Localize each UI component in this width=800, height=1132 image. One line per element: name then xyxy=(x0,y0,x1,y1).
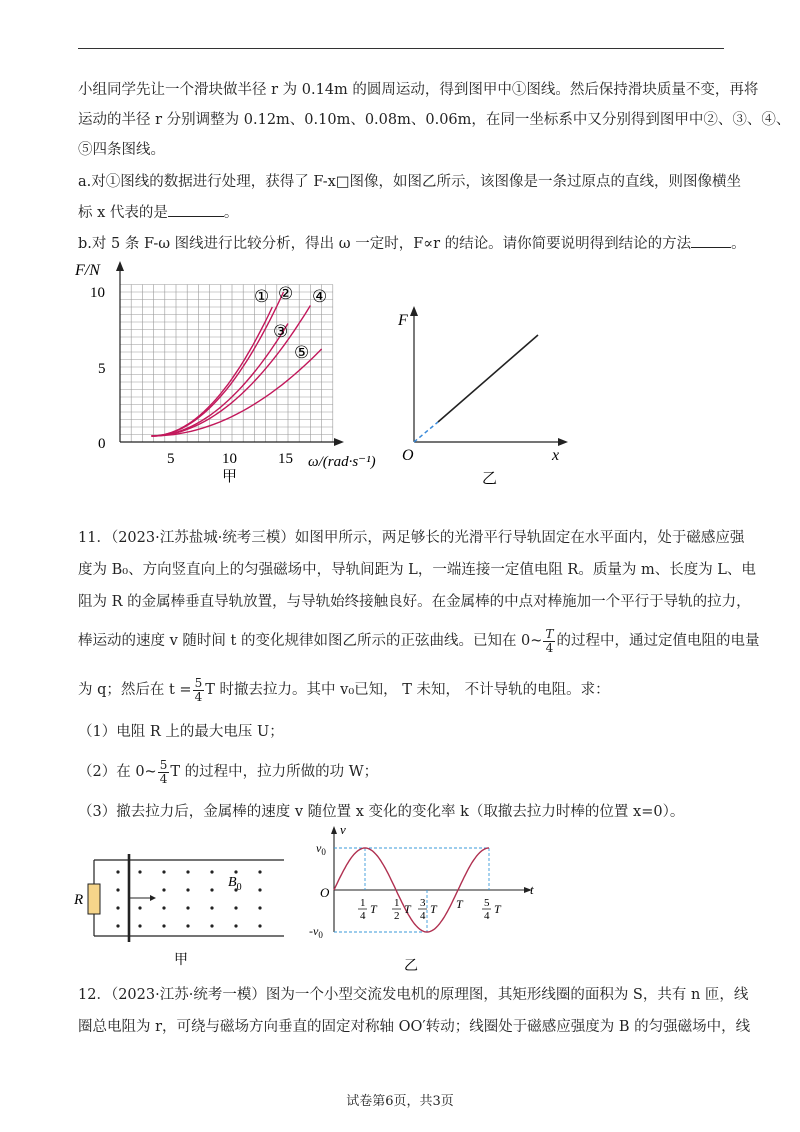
field-dot xyxy=(234,870,237,873)
field-dot xyxy=(258,906,261,909)
q11-sub2-b: T 的过程中，拉力所做的功 W； xyxy=(170,764,379,780)
x-axis-arrow xyxy=(558,438,568,446)
field-dot xyxy=(186,870,189,873)
t-axis-label: t xyxy=(530,882,534,897)
figure-yi-caption: 乙 xyxy=(482,471,498,487)
field-dot xyxy=(162,906,165,909)
field-dot xyxy=(116,906,119,909)
x-tick-10: 10 xyxy=(222,451,237,467)
field-dot xyxy=(186,906,189,909)
field-dot xyxy=(186,924,189,927)
field-dot xyxy=(258,924,261,927)
resistor xyxy=(88,884,100,914)
figure-11-jia-caption: 甲 xyxy=(174,953,188,968)
q10-part-b-text: b.对 5 条 F-ω 图线进行比较分析，得出 ω 一定时，F∝r 的结论。请你简要说明得到结论的方法 xyxy=(78,236,692,252)
field-dot xyxy=(210,924,213,927)
tick-quarter-num: 1 xyxy=(360,897,366,909)
y-axis-arrow xyxy=(116,261,124,271)
curve-label-1: ① xyxy=(254,287,270,306)
tick-half-num: 1 xyxy=(394,897,400,909)
q10-part-b xyxy=(78,233,746,254)
tick-5quarter-num: 5 xyxy=(484,897,490,909)
figure-11-yi-v-t xyxy=(300,820,550,980)
q10-part-b-end: 。 xyxy=(731,236,746,252)
curve-label-3: ③ xyxy=(273,322,289,341)
field-dot xyxy=(162,924,165,927)
page-footer: 试卷第6页，共3页 xyxy=(346,1094,454,1109)
x-axis-arrow xyxy=(334,438,344,446)
field-dot xyxy=(116,888,119,891)
field-dot xyxy=(234,924,237,927)
field-dot xyxy=(138,906,141,909)
q10-part-a-line2 xyxy=(78,202,728,223)
origin-label: O xyxy=(320,885,330,900)
field-dot xyxy=(234,906,237,909)
frac-num: 5 xyxy=(159,757,168,772)
y-tick-5: 5 xyxy=(98,361,106,377)
frac-den: 4 xyxy=(545,640,554,655)
header-rule xyxy=(78,48,724,49)
curve-3 xyxy=(151,324,288,437)
field-dot xyxy=(210,888,213,891)
q10-line1: 小组同学先让一个滑块做半径 r 为 0.14m 的圆周运动，得到图甲中①图线。然后保持滑块质量不变，再将 xyxy=(78,82,759,98)
q12-line1: 12．（2023·江苏·统考一模）图为一个小型交流发电机的原理图，其矩形线圈的面积为 S，共有 n 匝，线 xyxy=(78,987,749,1003)
q11-line4 xyxy=(78,626,760,656)
x-axis-label: ω/(rad·s⁻¹) xyxy=(308,454,376,470)
field-dot xyxy=(138,924,141,927)
q11-sub2 xyxy=(78,757,728,787)
field-dot xyxy=(210,906,213,909)
v-axis-label: v xyxy=(340,822,346,837)
q10-line2: 运动的半径 r 分别调整为 0.12m、0.10m、0.08m、0.06m，在同一坐标系中又分别得到图甲中②、③、④、 xyxy=(78,112,791,128)
frac-den: 4 xyxy=(159,771,168,786)
field-dot xyxy=(138,870,141,873)
tick-T: T xyxy=(456,897,463,911)
y-axis-label: F xyxy=(398,312,408,329)
v0-label: $v_0$ xyxy=(316,841,326,857)
frac-num: 5 xyxy=(194,675,203,690)
tick-3quarter-T: T xyxy=(430,902,437,916)
field-dot xyxy=(258,870,261,873)
q10-line3: ⑤四条图线。 xyxy=(78,142,165,158)
field-dot xyxy=(162,870,165,873)
q12-line2: 圈总电阻为 r，可绕与磁场方向垂直的固定对称轴 OO′转动；线圈处于磁感应强度为 B 的匀强磁场中，线 xyxy=(78,1019,751,1035)
resistor-label: R xyxy=(74,892,84,908)
frac-den: 4 xyxy=(194,689,203,704)
v-axis-arrow xyxy=(331,826,337,834)
q11-line1: 11．（2023·江苏盐城·统考三模）如图甲所示，两足够长的光滑平行导轨固定在水平面内，处于磁感应强 xyxy=(78,530,745,546)
y-axis-arrow xyxy=(410,306,418,316)
answer-blank-b xyxy=(691,233,731,248)
x-tick-15: 15 xyxy=(278,451,293,467)
field-dot xyxy=(210,870,213,873)
y-tick-10: 10 xyxy=(90,285,105,301)
dashed-extension xyxy=(414,422,438,442)
fraction-T-over-4 xyxy=(543,628,555,655)
curve-label-4: ④ xyxy=(312,287,328,306)
q11-line5-a: 为 q；然后在 t = xyxy=(78,682,192,698)
field-dot xyxy=(116,870,119,873)
q11-line2: 度为 B₀、方向竖直向上的匀强磁场中，导轨间距为 L，一端连接一定值电阻 R。质量为 m、长度为 L、电 xyxy=(78,562,756,578)
curve-label-5: ⑤ xyxy=(294,343,310,362)
q11-line5 xyxy=(78,675,728,705)
curve-label-2: ② xyxy=(278,284,294,303)
q11-sub1: （1）电阻 R 上的最大电压 U； xyxy=(78,724,284,740)
q11-line3: 阻为 R 的金属棒垂直导轨放置，与导轨始终接触良好。在金属棒的中点对棒施加一个平行于导轨的拉力， xyxy=(78,594,751,610)
data-line xyxy=(438,335,538,422)
q11-line4-b: 的过程中，通过定值电阻的电量 xyxy=(556,633,760,649)
fraction-5-over-4 xyxy=(193,677,205,704)
x-tick-5: 5 xyxy=(167,451,175,467)
field-dot xyxy=(116,924,119,927)
tick-half-T: T xyxy=(404,902,411,916)
tick-quarter-T: T xyxy=(370,902,377,916)
tick-3quarter-den: 4 xyxy=(420,910,426,922)
q11-line5-b: T 时撤去拉力。其中 v₀已知， T 未知， 不计导轨的电阻。求： xyxy=(205,682,610,698)
y-axis-label: F/N xyxy=(75,262,100,279)
tick-5quarter-T: T xyxy=(494,902,501,916)
figure-jia-f-omega xyxy=(70,255,390,485)
q10-part-a-text: 标 x 代表的是 xyxy=(78,205,168,221)
field-dot xyxy=(258,888,261,891)
q11-line4-a: 棒运动的速度 v 随时间 t 的变化规律如图乙所示的正弦曲线。已知在 0~ xyxy=(78,633,543,649)
q11-sub3: （3）撤去拉力后，金属棒的速度 v 随位置 x 变化的变化率 k（取撤去拉力时棒的位置 x=0）。 xyxy=(78,804,685,820)
neg-v0-label: $-v_0$ xyxy=(309,924,323,940)
tick-quarter-den: 4 xyxy=(360,910,366,922)
tick-5quarter-den: 4 xyxy=(484,910,490,922)
figure-jia-caption: 甲 xyxy=(222,469,238,485)
field-dot xyxy=(162,888,165,891)
curve-2 xyxy=(151,292,283,436)
y-tick-0: 0 xyxy=(98,436,106,452)
figure-yi-f-x xyxy=(390,300,580,490)
force-arrow-head xyxy=(150,895,156,901)
figure-11-yi-caption: 乙 xyxy=(404,959,418,974)
origin-label: O xyxy=(402,447,414,464)
field-label: $B_0$ xyxy=(228,875,242,893)
q10-part-a-line1: a.对①图线的数据进行处理，获得了 F-x□图像，如图乙所示，该图像是一条过原点的直线，则图像横坐 xyxy=(78,174,742,190)
curves xyxy=(151,292,321,436)
q10-part-a-end: 。 xyxy=(223,205,239,221)
figure-11-jia-rails xyxy=(70,840,300,970)
q11-sub2-a: （2）在 0~ xyxy=(78,764,157,780)
tick-half-den: 2 xyxy=(394,910,400,922)
fraction-5-over-4 xyxy=(158,759,170,786)
frac-num: T xyxy=(545,626,554,641)
answer-blank-a xyxy=(168,202,224,217)
field-dots xyxy=(116,870,261,927)
field-dot xyxy=(186,888,189,891)
tick-3quarter-num: 3 xyxy=(420,897,426,909)
x-axis-label: x xyxy=(552,447,560,464)
